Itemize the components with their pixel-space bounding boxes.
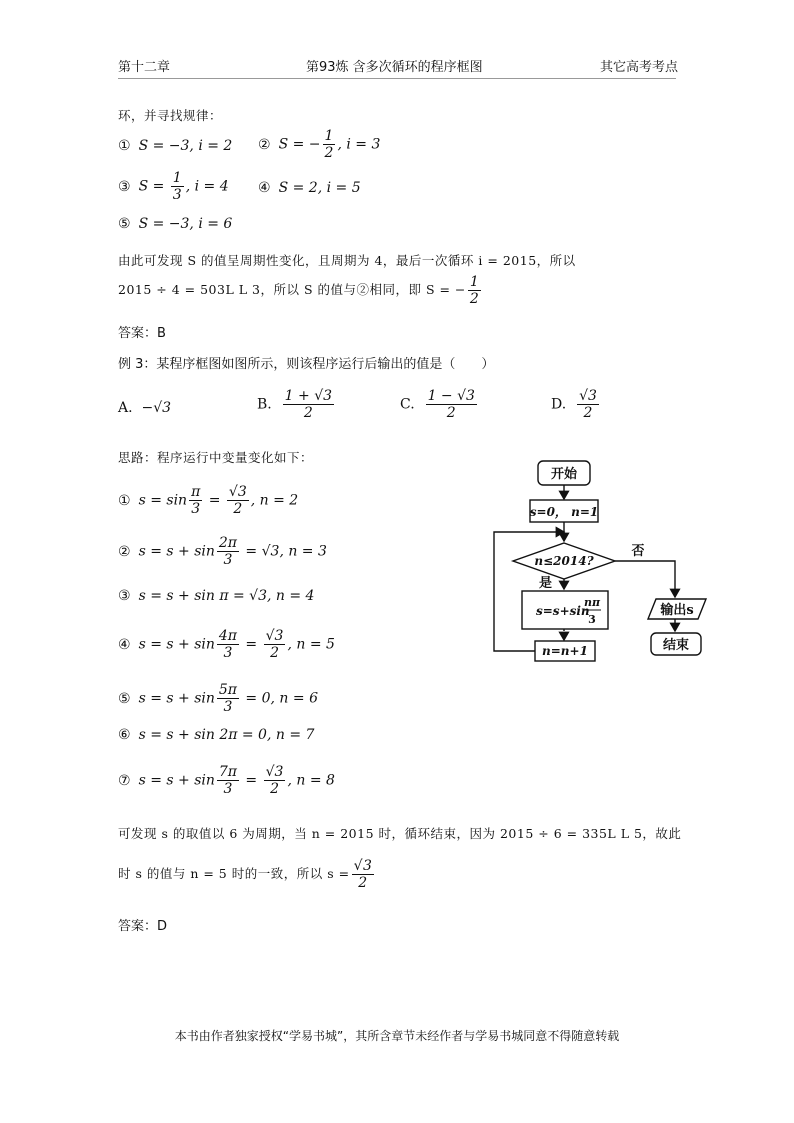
step-expression: S = 2, i = 5: [278, 180, 361, 196]
conclusion-line: [118, 274, 483, 307]
step2-item: [118, 727, 314, 743]
step1-item: [118, 138, 232, 154]
body-numerator: nπ: [583, 596, 601, 609]
step-equals: =: [240, 636, 262, 653]
step-expression-tail: = 0, n = 6: [240, 690, 318, 707]
denominator: 3: [223, 781, 233, 798]
numerator: √3: [579, 388, 597, 404]
conclusion-line: [118, 858, 376, 891]
fraction: [217, 628, 239, 661]
denominator: 3: [191, 501, 201, 518]
program-flowchart: [480, 455, 730, 670]
header-topic: 其它高考考点: [600, 60, 679, 75]
step-expression: s = s + sin π = √3, n = 4: [138, 588, 315, 604]
numerator: 1: [469, 274, 480, 290]
step2-item: [118, 535, 327, 568]
step2-item: [118, 682, 318, 715]
numerator: 7π: [218, 764, 237, 780]
output-label: 输出s: [660, 603, 694, 618]
step-number: ④: [118, 636, 131, 653]
numerator: 1 + √3: [284, 388, 333, 404]
denominator: 2: [358, 875, 368, 892]
increment-label: n=n+1: [542, 644, 588, 658]
answer-1: 答案：B: [118, 326, 166, 341]
fraction: [283, 388, 334, 421]
fraction: [264, 764, 286, 797]
header-divider: [118, 78, 676, 79]
no-label: 否: [631, 544, 645, 559]
option-label: C.: [400, 396, 415, 413]
denominator: 3: [223, 552, 233, 569]
numerator: π: [191, 484, 201, 500]
fraction: [217, 764, 239, 797]
fraction: [217, 682, 239, 715]
step1-item: [258, 180, 361, 196]
step1-item: [118, 170, 229, 203]
denominator: 2: [303, 405, 313, 422]
step-number: ③: [118, 178, 131, 195]
step-number: ②: [118, 543, 131, 560]
conclusion-text: 2015 ÷ 4 = 503L L 3，所以 S 的值与②相同，即 S = −: [118, 282, 466, 298]
fraction: [468, 274, 481, 307]
numerator: 1 − √3: [427, 388, 475, 404]
step-expression-tail: , n = 8: [287, 772, 335, 789]
answer-2: 答案：D: [118, 919, 168, 934]
denominator: 2: [469, 291, 480, 308]
step-number: ①: [118, 492, 131, 509]
yes-label: 是: [538, 576, 552, 591]
step-expression-tail: = √3, n = 3: [240, 543, 327, 560]
numerator: √3: [265, 764, 284, 780]
step-number: ⑤: [118, 216, 131, 232]
conclusion-line: 可发现 s 的取值以 6 为周期，当 n = 2015 时，循环结束，因为 2015 ÷ 6 = 335L L 5，故此: [118, 826, 682, 841]
step-expression: S = −3, i = 6: [138, 216, 233, 232]
header-title: 第93炼 含多次循环的程序框图: [306, 60, 483, 75]
fraction: [189, 484, 202, 517]
numerator: 4π: [218, 628, 237, 644]
numerator: 5π: [218, 682, 237, 698]
denominator: 3: [172, 187, 182, 204]
step2-item: [118, 628, 335, 661]
conclusion-text: 时 s 的值与 n = 5 时的一致，所以 s =: [118, 866, 350, 882]
fraction: [171, 170, 184, 203]
option-label: D.: [551, 396, 567, 413]
copyright-footer: 本书由作者独家授权“学易书城”，其所含章节未经作者与学易书城同意不得随意转载: [174, 1029, 620, 1043]
step-expression: s = s + sin: [138, 543, 215, 560]
step-expression: s = s + sin: [138, 636, 215, 653]
option-d: [551, 388, 601, 421]
step-number: ②: [258, 136, 271, 153]
step-expression: s = s + sin: [138, 772, 215, 789]
step-number: ⑥: [118, 727, 131, 743]
denominator: 2: [233, 501, 243, 518]
step-number: ⑦: [118, 772, 131, 789]
body-label: s=s+sin: [536, 604, 590, 618]
denominator: 2: [446, 405, 456, 422]
step-number: ①: [118, 138, 131, 154]
step-number: ④: [258, 180, 271, 196]
step-expression: s = s + sin: [138, 690, 215, 707]
fraction: [352, 858, 375, 891]
fraction: [217, 535, 239, 568]
numerator: √3: [228, 484, 247, 500]
intro-text: 环，并寻找规律：: [118, 108, 223, 123]
step-expression: S =: [138, 178, 169, 195]
denominator: 2: [324, 145, 334, 162]
end-label: 结束: [662, 638, 690, 653]
denominator: 2: [583, 405, 593, 422]
option-value: −√3: [141, 400, 172, 416]
step-equals: =: [240, 772, 262, 789]
start-label: 开始: [550, 467, 578, 482]
conclusion-line: 由此可发现 S 的值呈周期性变化，且周期为 4，最后一次循环 i = 2015，所以: [118, 253, 576, 268]
option-b: [257, 388, 336, 421]
denominator: 3: [223, 699, 233, 716]
numerator: √3: [265, 628, 284, 644]
step-number: ⑤: [118, 690, 131, 707]
step-expression: S = −3, i = 2: [138, 138, 233, 154]
step-number: ③: [118, 588, 131, 604]
step-equals: =: [204, 492, 225, 509]
step-expression: S = −: [278, 136, 321, 153]
numerator: 2π: [218, 535, 237, 551]
init-label: s=0， n=1: [529, 505, 599, 519]
step2-item: [118, 588, 314, 604]
fraction: [264, 628, 286, 661]
denominator: 2: [270, 645, 279, 662]
fraction: [426, 388, 477, 421]
step-expression-tail: , i = 3: [337, 136, 381, 153]
step1-item: [118, 216, 232, 232]
numerator: 1: [324, 128, 334, 144]
no-branch-arrow: [615, 561, 675, 597]
denominator: 3: [223, 645, 233, 662]
fraction: [227, 484, 249, 517]
fraction: [577, 388, 599, 421]
step-expression-tail: , n = 2: [250, 492, 299, 509]
step-expression: s = s + sin 2π = 0, n = 7: [138, 727, 315, 743]
step2-item: [118, 484, 298, 517]
header-chapter: 第十二章: [118, 60, 171, 75]
step2-item: [118, 764, 335, 797]
step1-item: [258, 128, 380, 161]
option-c: [400, 388, 479, 421]
option-a: [118, 400, 171, 416]
option-label: A.: [118, 400, 133, 416]
step-expression-tail: , n = 5: [287, 636, 335, 653]
condition-label: n≤2014?: [534, 554, 594, 568]
fraction: [323, 128, 336, 161]
step-expression: s = sin: [138, 492, 188, 509]
step-expression-tail: , i = 4: [185, 178, 229, 195]
option-label: B.: [257, 396, 272, 413]
example-question: 例 3：某程序框图如图所示，则该程序运行后输出的值是（ ）: [118, 357, 495, 372]
denominator: 2: [270, 781, 279, 798]
body-denominator: 3: [588, 613, 596, 626]
numerator: √3: [353, 858, 373, 874]
thinking-text: 思路：程序运行中变量变化如下：: [118, 450, 314, 465]
numerator: 1: [172, 170, 182, 186]
